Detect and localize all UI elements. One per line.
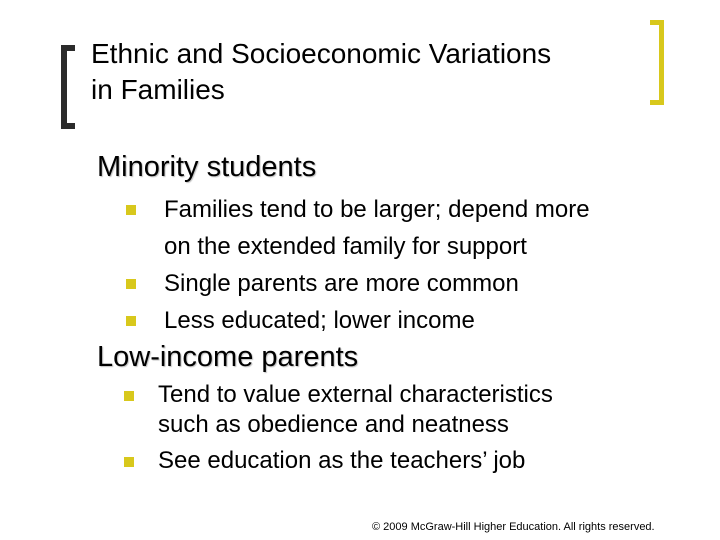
square-bullet-icon bbox=[124, 457, 134, 467]
list-item-text: See education as the teachers’ job bbox=[158, 447, 526, 474]
list-item bbox=[164, 302, 684, 339]
section-heading-minority-students: Minority students bbox=[97, 151, 317, 183]
low-income-parents-list bbox=[158, 380, 678, 476]
minority-students-list bbox=[164, 191, 684, 339]
list-item-text: Single parents are more common bbox=[164, 270, 519, 297]
square-bullet-icon bbox=[126, 316, 136, 326]
square-bullet-icon bbox=[124, 391, 134, 401]
slide-title-line2: in Families bbox=[91, 74, 225, 105]
slide-title-line1: Ethnic and Socioeconomic Variations bbox=[91, 38, 552, 69]
list-item-text-line1: Families tend to be larger; depend more bbox=[164, 196, 590, 223]
list-item-text-line2: such as obedience and neatness bbox=[158, 411, 509, 438]
copyright-notice: © 2009 McGraw-Hill Higher Education. All rights reserved. bbox=[372, 521, 655, 533]
square-bullet-icon bbox=[126, 279, 136, 289]
list-item-text: Less educated; lower income bbox=[164, 307, 475, 334]
list-item bbox=[164, 191, 684, 265]
list-item-text-line1: Tend to value external characteristics bbox=[158, 381, 553, 408]
list-item-text-line2: on the extended family for support bbox=[164, 233, 527, 260]
list-item bbox=[158, 446, 678, 476]
section-heading-low-income-parents: Low-income parents bbox=[97, 341, 359, 373]
title-right-bracket bbox=[650, 20, 664, 105]
title-left-bracket bbox=[61, 45, 75, 129]
square-bullet-icon bbox=[126, 205, 136, 215]
list-item bbox=[164, 265, 684, 302]
slide-title bbox=[91, 36, 651, 108]
list-item bbox=[158, 380, 678, 440]
